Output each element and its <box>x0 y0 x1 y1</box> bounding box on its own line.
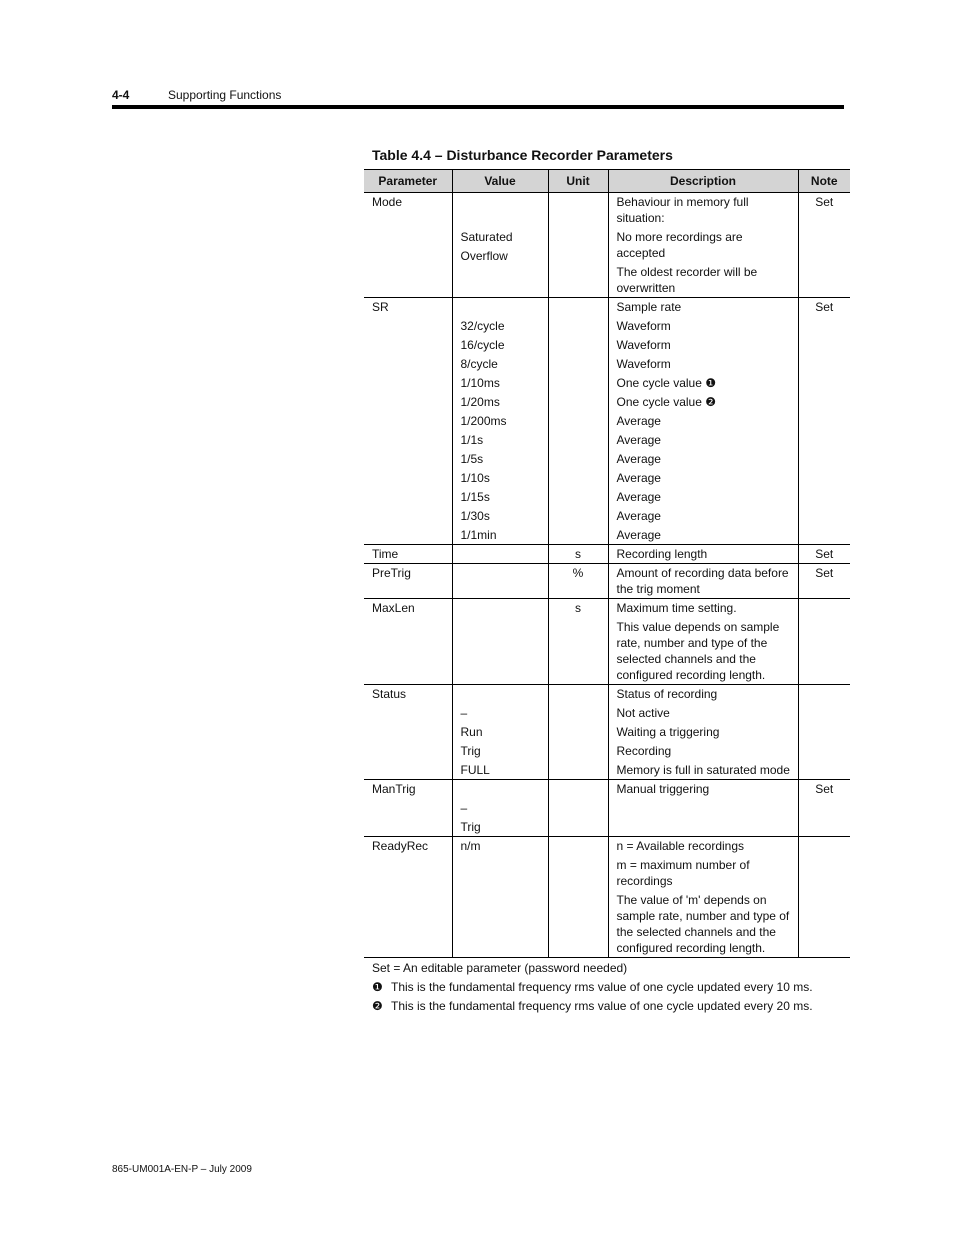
cell-value <box>452 837 548 958</box>
table-row <box>364 685 850 780</box>
description-text: Waveform <box>616 357 671 371</box>
table-row <box>364 780 850 837</box>
description-text: n = Available recordings <box>616 839 745 853</box>
description-text: Amount of recording data before <box>616 566 789 580</box>
unit-text: % <box>572 566 584 580</box>
cell-parameter <box>364 564 452 599</box>
note-text: Set <box>815 547 834 561</box>
value-text: 1/1min <box>460 528 497 542</box>
value-text <box>461 892 544 908</box>
description-text <box>617 819 794 835</box>
note-text: Set <box>815 195 834 209</box>
header-rule <box>112 105 844 109</box>
cell-unit <box>548 193 608 298</box>
footnote-1 <box>372 980 813 994</box>
table-header-row <box>364 170 850 193</box>
description-text: Average <box>616 414 661 428</box>
value-text: 1/10ms <box>460 376 500 390</box>
value-text: Trig <box>460 820 481 834</box>
cell-parameter <box>364 685 452 780</box>
description-text: Average <box>616 490 661 504</box>
table-caption: Table 4.4 – Disturbance Recorder Parameters <box>372 147 673 163</box>
cell-description <box>608 298 798 545</box>
description-text: Manual triggering <box>616 782 710 796</box>
value-text: 8/cycle <box>460 357 498 371</box>
note-text: Set <box>815 566 834 580</box>
cell-parameter <box>364 837 452 958</box>
parameter-name: Mode <box>372 195 403 209</box>
value-text: 1/1s <box>460 433 484 447</box>
value-text: – <box>460 801 468 815</box>
table-row <box>364 298 850 545</box>
cell-note <box>798 780 850 837</box>
description-text: m = maximum number of <box>616 858 750 872</box>
parameters-table <box>364 169 850 958</box>
footnote-set: Set = An editable parameter (password needed) <box>372 961 628 975</box>
value-spacer <box>461 581 544 597</box>
cell-note <box>798 837 850 958</box>
cell-value <box>452 298 548 545</box>
value-text <box>461 781 544 797</box>
cell-unit <box>548 837 608 958</box>
footnote-marker: ❷ <box>372 999 383 1013</box>
cell-note <box>798 685 850 780</box>
description-text: rate, number and type of the <box>616 636 768 650</box>
description-text: recordings <box>616 874 673 888</box>
cell-value <box>452 564 548 599</box>
cell-value <box>452 193 548 298</box>
parameter-name: Status <box>372 687 407 701</box>
description-text: Recording length <box>616 547 708 561</box>
description-text: situation: <box>616 211 665 225</box>
footnote-marker: ❶ <box>372 980 383 994</box>
cell-description <box>608 545 798 564</box>
value-text: – <box>460 706 468 720</box>
value-text: 1/20ms <box>460 395 500 409</box>
cell-parameter <box>364 599 452 685</box>
note-text: Set <box>815 300 834 314</box>
description-text: overwritten <box>616 281 676 295</box>
section-title: Supporting Functions <box>168 88 282 102</box>
cell-value <box>452 780 548 837</box>
cell-note <box>798 564 850 599</box>
cell-description <box>608 685 798 780</box>
cell-description <box>608 193 798 298</box>
unit-text: s <box>575 601 581 615</box>
description-text: the trig moment <box>616 582 700 596</box>
value-spacer <box>461 667 544 683</box>
table-row <box>364 193 850 298</box>
cell-unit <box>548 599 608 685</box>
value-text: 1/15s <box>460 490 490 504</box>
description-text: Status of recording <box>616 687 718 701</box>
document-footer: 865-UM001A-EN-P – July 2009 <box>112 1164 252 1175</box>
column-header: Unit <box>548 170 608 193</box>
cell-unit <box>548 685 608 780</box>
value-spacer <box>461 210 544 226</box>
description-text: Maximum time setting. <box>616 601 737 615</box>
value-text: 16/cycle <box>460 338 505 352</box>
parameter-name: Time <box>372 547 399 561</box>
description-text: No more recordings are accepted <box>616 230 743 260</box>
value-spacer <box>461 940 544 956</box>
column-header: Description <box>608 170 798 193</box>
value-spacer <box>461 651 544 667</box>
column-header: Parameter <box>364 170 452 193</box>
footnote-text: This is the fundamental frequency rms value of one cycle updated every 10 ms. <box>391 980 813 994</box>
description-text: Average <box>616 509 661 523</box>
description-text: The value of 'm' depends on <box>616 893 767 907</box>
cell-description <box>608 564 798 599</box>
description-text: selected channels and the <box>616 652 756 666</box>
value-text <box>461 686 544 702</box>
cell-description <box>608 780 798 837</box>
value-text: 1/5s <box>460 452 484 466</box>
cell-description <box>608 837 798 958</box>
description-text: configured recording length. <box>616 941 766 955</box>
description-text: This value depends on sample <box>616 620 780 634</box>
description-text: Behaviour in memory full <box>616 195 749 209</box>
note-text: Set <box>815 782 834 796</box>
description-text: sample rate, number and type of <box>616 909 790 923</box>
value-text <box>461 194 544 210</box>
value-spacer <box>461 264 544 280</box>
footnote-2 <box>372 999 813 1013</box>
value-spacer <box>461 908 544 924</box>
value-text: 32/cycle <box>460 319 505 333</box>
page-number: 4-4 <box>112 88 130 102</box>
parameter-name: SR <box>372 300 389 314</box>
cell-unit <box>548 545 608 564</box>
description-text: Waveform <box>616 338 671 352</box>
unit-text: s <box>575 547 581 561</box>
table-row <box>364 545 850 564</box>
value-text: 1/30s <box>460 509 490 523</box>
description-text: Average <box>616 528 661 542</box>
cell-value <box>452 685 548 780</box>
cell-value <box>452 599 548 685</box>
value-text <box>461 600 544 616</box>
value-text: Run <box>460 725 483 739</box>
value-spacer <box>461 873 544 889</box>
description-text: One cycle value ❶ <box>616 376 716 390</box>
description-text: Recording <box>616 744 672 758</box>
description-text: Average <box>616 452 661 466</box>
description-text <box>617 800 794 816</box>
value-text: n/m <box>460 839 481 853</box>
description-text: One cycle value ❷ <box>616 395 716 409</box>
table-row <box>364 837 850 958</box>
cell-note <box>798 193 850 298</box>
description-text: The oldest recorder will be <box>616 265 758 279</box>
cell-unit <box>548 298 608 545</box>
value-text <box>461 619 544 635</box>
description-text: the selected channels and the <box>616 925 776 939</box>
value-text <box>461 565 544 581</box>
cell-unit <box>548 780 608 837</box>
parameter-name: ManTrig <box>372 782 416 796</box>
cell-unit <box>548 564 608 599</box>
description-text: Average <box>616 471 661 485</box>
value-text <box>461 299 544 315</box>
value-text <box>461 546 544 562</box>
description-text: Waveform <box>616 319 671 333</box>
description-text: Not active <box>616 706 670 720</box>
value-text: Saturated <box>460 230 513 244</box>
description-text: Average <box>616 433 661 447</box>
cell-value <box>452 545 548 564</box>
value-text: Overflow <box>460 249 508 263</box>
table-body <box>364 193 850 958</box>
cell-description <box>608 599 798 685</box>
description-text: Memory is full in saturated mode <box>616 763 790 777</box>
cell-parameter <box>364 780 452 837</box>
value-spacer <box>461 924 544 940</box>
description-text: Sample rate <box>616 300 682 314</box>
cell-parameter <box>364 545 452 564</box>
value-spacer <box>461 635 544 651</box>
table-row <box>364 599 850 685</box>
parameter-name: MaxLen <box>372 601 415 615</box>
value-text: 1/10s <box>460 471 490 485</box>
cell-note <box>798 545 850 564</box>
footnote-text: This is the fundamental frequency rms value of one cycle updated every 20 ms. <box>391 999 813 1013</box>
column-header: Note <box>798 170 850 193</box>
cell-note <box>798 599 850 685</box>
table-row <box>364 564 850 599</box>
value-text: Trig <box>460 744 481 758</box>
cell-note <box>798 298 850 545</box>
cell-parameter <box>364 193 452 298</box>
cell-parameter <box>364 298 452 545</box>
value-text: FULL <box>460 763 490 777</box>
description-text: configured recording length. <box>616 668 766 682</box>
parameter-name: PreTrig <box>372 566 411 580</box>
description-text: Waiting a triggering <box>616 725 720 739</box>
parameter-name: ReadyRec <box>372 839 429 853</box>
value-text: 1/200ms <box>460 414 507 428</box>
value-text <box>461 857 544 873</box>
column-header: Value <box>452 170 548 193</box>
